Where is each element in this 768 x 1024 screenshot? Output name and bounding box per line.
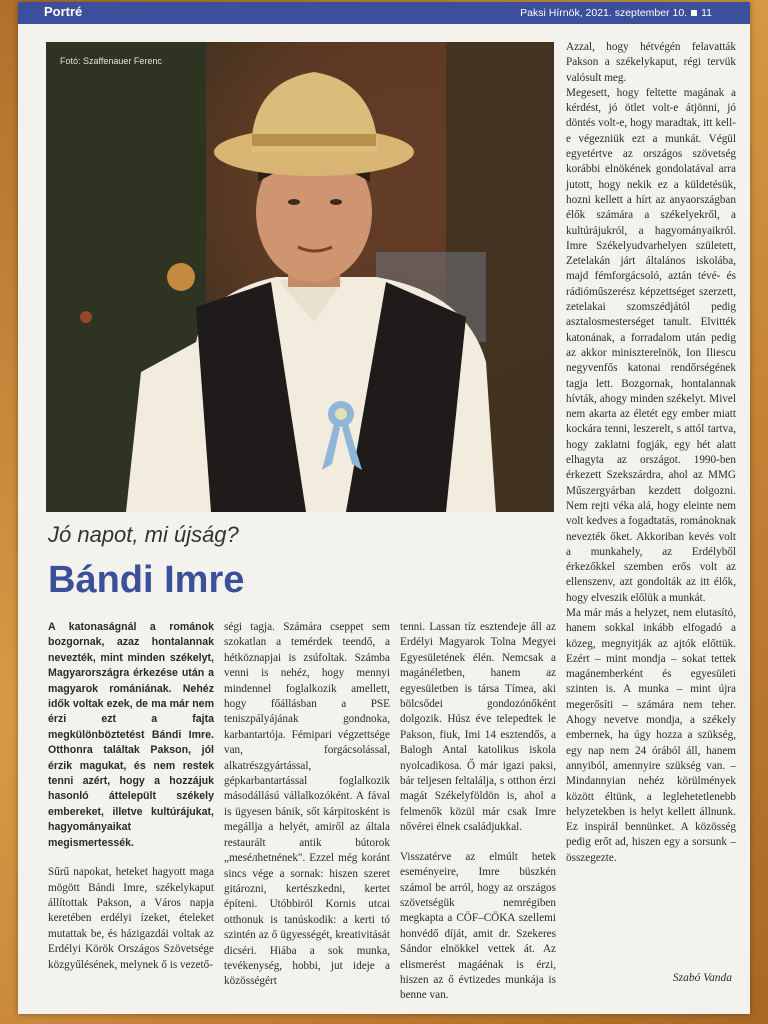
photo-credit: Fotó: Szaffenauer Ferenc <box>60 56 162 66</box>
article-subtitle: Jó napot, mi újság? <box>48 522 239 547</box>
body-paragraph: Ma már más a helyzet, nem elutasító, hanem sokkal inkább elfogadó a közeg, megnyitják az ajtók előttük. Ezért – mint mondja – sokat tettek magánemberként és egyesületi szinten is. A munka – mint újra megerősíti – számára nem teher. Ahogy nevetve mondja, a székely embernek, ha úgy hozza a szükség, egy nap nem 24 órából áll, hanem annyiból, amennyire szükség van. – Mindannyian nehéz körülmények között éltünk, a leglehetetlenebb helyzetekben is helyt kellett állnunk. Ez inspirál bennünket. A közösség pedig erőt ad, hiszen egy a sorsunk – összegezte. <box>566 606 736 864</box>
column-1 <box>48 620 214 987</box>
body-paragraph: Megesett, hogy feltette magának a kérdést, jó ötlet volt-e átjönni, jó döntés volt-e, hogy maradtak, itt kell-e végezniük ezt a munkát. Végül egyetértve az országos szövetség korábbi elnökének gondolatával arra jutott, hogy nekik ez a küldetésük, hozni kellett a hírt az anyaországban élők számára a székelyekről, a kultúrájukról, a hagyományaikról. Imre Székelyudvarhelyen született, Zetelakán járt általános iskolába, majd fémforgácsoló, aztán tévé- és rádióműszerész képzettséget szerzett, zetelakai szomszédjától pedig asztalosmesterséget tanult. Elvitték katonának, a forradalom után pedig az akkor miniszterelnök, Ion Iliescu negyvenfős katonai rendőrségének tagja lett. Bozgornak, hontalannak hívták, ahogy minden székelyt. Mivel nem akarta az életét egy ember miatt kockára tenni, leszerelt, s attól tartva, hogy zaklatni fogják, egy hét alatt elhagyta az országot. 1990-ben érkezett Szekszárdra, ahol az MMG Műszergyárban kezdett dolgozni. Nem rejti véka alá, hogy eleinte nem volt kedves a fogadtatás, románoknak nevezték őket. Akkoriban kevés volt a munkahely, az Erdélyből érkezőkkel szemben erős volt az ellenszenv, azt gondolták az itt élők, hogy elveszik előlük a munkát. <box>566 86 736 604</box>
body-paragraph: Azzal, hogy hétvégén felavatták Pakson a székelykaput, régi tervük valósult meg. <box>566 41 736 84</box>
author-signature: Szabó Vanda <box>672 972 732 984</box>
column-2 <box>224 620 390 1004</box>
magazine-page <box>18 2 750 1014</box>
header-bar <box>18 2 750 24</box>
article-title: Bándi Imre <box>48 559 245 601</box>
section-label: Portré <box>44 4 83 19</box>
body-paragraph: ségi tagja. Számára cseppet sem szokatlan a temérdek teendő, a hétköznapjai is zsúfoltak. Számba venni is nehéz, hogy mennyi mindennel foglalkozik amellett, hogy főállásban a PSE teniszpályájának gondnoka, karbantartója. Fémipari végzettsége van, forgácsolással, alkatrészgyártással, gépkarbantartással foglalkozik másodállású vállalkozóként. A fával is ügyesen bánik, sőt kárpitosként is megállja a helyét, amiről az általa restaurált antik bútorok „meséлhetnének". Ezzel még koránt sincs vége a sornak: hiszen szeret gitározni, kertészkedni, kertet építeni. Utóbbiról Kornis utcai otthonuk is tanúskodik: a kerti tó szintén az ő ügyességét, kreativitását dicséri. Hiába a sok munka, tevékenység, hobbi, jut ideje a közösségért <box>224 621 390 988</box>
body-paragraph: Visszatérve az elmúlt hetek eseményeire, Imre büszkén számol be arról, hogy az országos szövetségük nemrégiben megkapta a CÖF–CÖKA szellemi honvédő díját, amit dr. Szekeres Sándor elnökkel vettek át. Az elismerést magáénak is érzi, hiszen az ő évtizedes munkája is benne van. <box>400 850 556 1002</box>
publication-date: Paksi Hírnök, 2021. szeptember 10. <box>520 7 688 19</box>
square-separator-icon <box>691 10 697 16</box>
right-column <box>566 40 736 866</box>
body-paragraph: tenni. Lassan tíz esztendeje áll az Erdélyi Magyarok Tolna Megyei Egyesületének élén. Nemcsak a magánéletben, hanem az egyesületben is társa Tímea, aki bölcsődei gondozónőként dolgozik. Húsz éve telepedtek le Pakson, fiuk, Imi 14 esztendős, a Balogh Antal katolikus iskola nyolcadikosa. Ő már igazi paksi, bár teljesen feltalálja, s otthon érzi magát Székelyföldön is, ahol a felmenők közül már csak Imre nővérei élnek családjukkal. <box>400 621 556 834</box>
lead-paragraph: A katonaságnál a románok bozgornak, azaz hontalannak nevezték, mint minden székelyt, Magyarországra érkezése után a magyarok romániának. Nehéz idők voltak ezek, de ma már nem érzi ezt a fajta megkülönböztetést Bándi Imre. Otthonra találtak Pakson, jól érzik magukat, és nem restek tenni azért, hogy a hozzájuk hasonló áttelepült székely embereket, illetve kultúrájukat, hagyományaikat megismertessék. <box>48 621 214 849</box>
body-paragraph: Sűrű napokat, heteket hagyott maga mögött Bándi Imre, székelykaput állítottak Pakson, a Város napja keretében erdélyi ízeket, ételeket mutattak be, és házigazdái voltak az Erdélyi Körök Országos Szövetsége közgyűlésének, melynek ő is vezető- <box>48 866 214 971</box>
column-3 <box>400 620 556 1014</box>
portrait-illustration <box>46 42 554 512</box>
portrait-photo <box>46 42 554 512</box>
page-number: 11 <box>701 7 712 19</box>
masthead <box>520 7 712 19</box>
